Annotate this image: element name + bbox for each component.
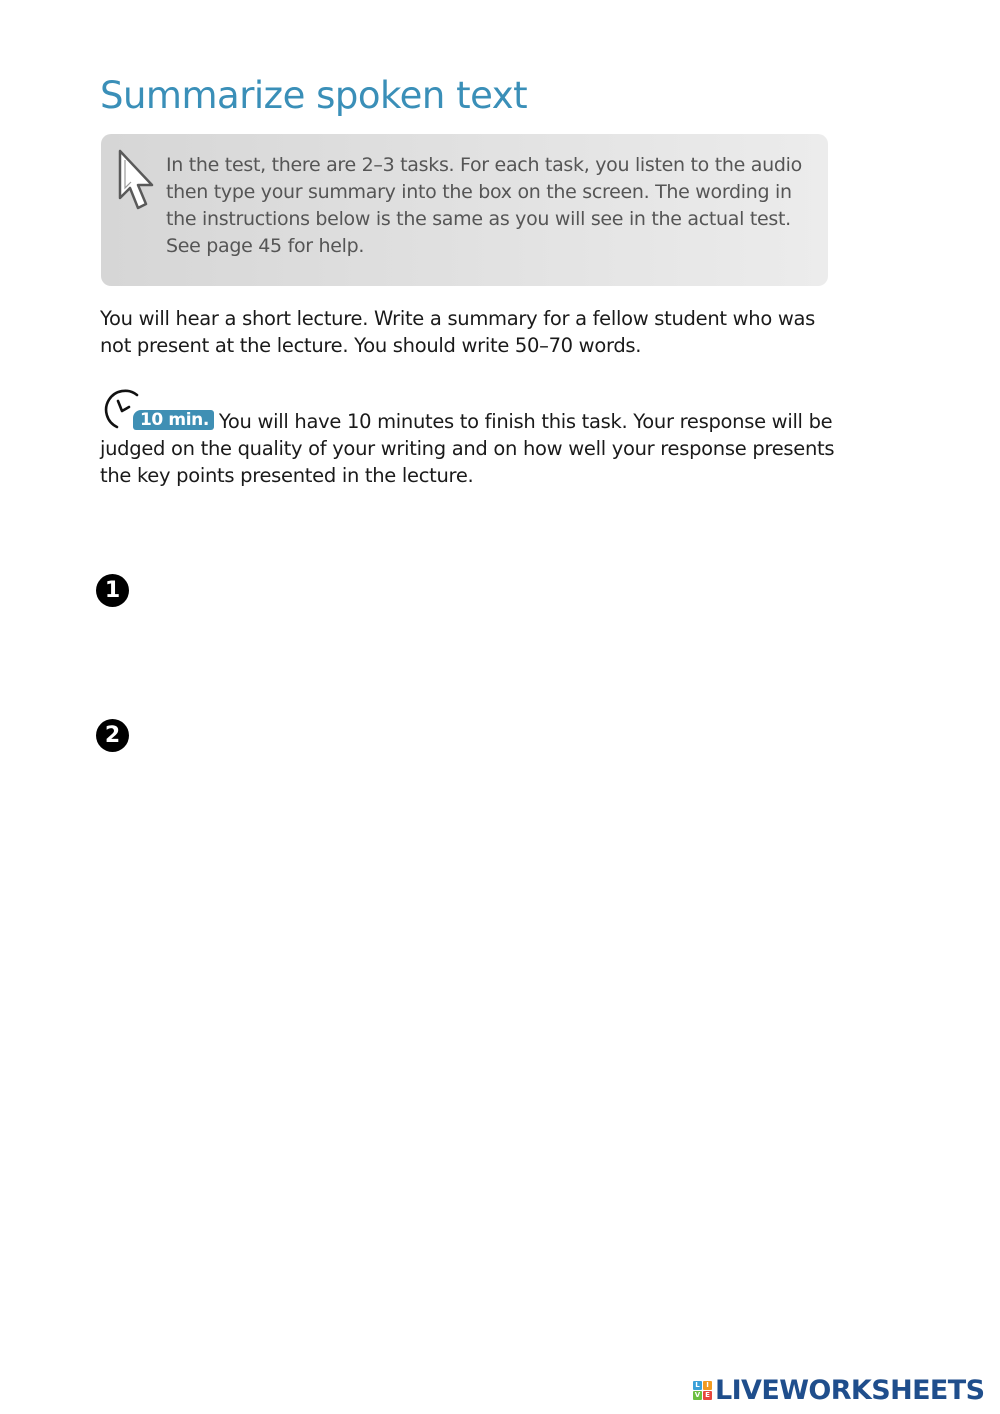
timer-text: You will have 10 minutes to finish this task. Your response will be judged on the quality of your writing and on how well your response presents the key points presented in the lecture. [100,410,835,487]
instructions-text: You will hear a short lecture. Write a summary for a fellow student who was not present at the lecture. You should write 50–70 words. [100,307,816,357]
timer-paragraph [100,407,840,489]
logo-text: LIVEWORKSHEETS [715,1374,985,1406]
liveworksheets-logo[interactable] [693,1374,984,1406]
tip-box [101,134,828,286]
task-number-2: 2 [96,719,129,752]
timer-badge: 10 min. [133,410,214,430]
logo-mark-letter: I [703,1381,712,1390]
logo-mark-icon [693,1381,712,1400]
cursor-arrow-icon [115,148,159,214]
page-title: Summarize spoken text [100,74,528,117]
logo-mark-letter: E [703,1391,712,1400]
logo-mark-letter: V [694,1390,701,1399]
timer-indicator [100,407,213,431]
task-number-1: 1 [96,574,129,607]
logo-mark-letter: L [693,1381,702,1390]
tip-text: In the test, there are 2–3 tasks. For each task, you listen to the audio then type your summary into the box on the screen. The wording in the instructions below is the same as you will see in the actual test. See page 45 for help. [166,154,802,257]
